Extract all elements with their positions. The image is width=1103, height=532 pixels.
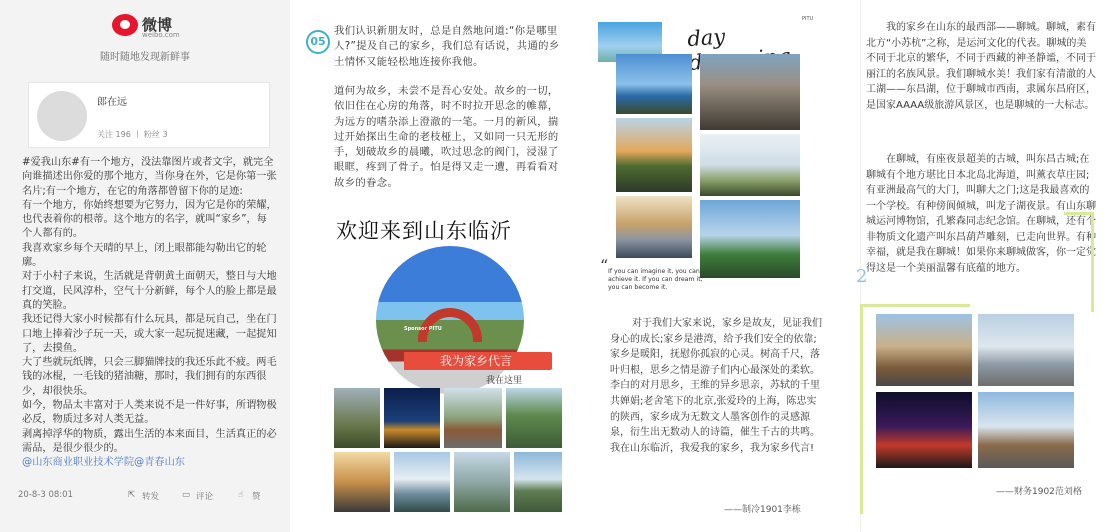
post-paragraph: 如今，物品太丰富对于人类来说不是一件好事，所谓物极必反，物质过多对人类无益。 [22,400,277,426]
photo-thumbnail [700,134,800,196]
liaocheng-panel [856,0,1103,532]
weibo-logo-text: 微博 [142,16,173,34]
daydream-panel [592,0,834,532]
photo-thumbnail [616,54,692,114]
post-paragraph: 我喜欢家乡每个天晴的早上，闭上眼都能勾勒出它的轮廓。 [22,242,267,269]
like-icon[interactable]: ☝ [238,490,244,500]
avatar[interactable] [37,91,87,141]
weibo-slogan: 随时随地发现新鲜事 [100,52,190,63]
photo-thumbnail [978,392,1074,468]
post-footer [18,490,280,506]
comment-icon[interactable]: ▭ [182,490,191,500]
intro-paragraph: 我们认识新朋友时，总是自然地问道:“你是哪里人?”提及自己的家乡，我们总有话说，共通的乡土情怀又能轻松地连接你我他。 [334,25,560,68]
photo-thumbnail [394,452,450,512]
username[interactable]: 郎在远 [97,97,127,108]
post-paragraph: 有一个地方，你始终想要为它努力，因为它是你的荣耀，也代表着你的根蒂。这个地方的名字，就叫“家乡”，每个人都有的。 [22,199,277,240]
page-number-badge: 05 [306,30,330,54]
linyi-panel [300,0,572,532]
photo-thumbnail [444,388,502,448]
post-paragraph: 剥离掉浮华的物质，露出生活的本来面目，生活真正的必需品，是很少很少的。 [22,428,277,454]
post-paragraph: 我还记得大家小时候都有什么玩具，都是玩自己，坐在门口地上捧着沙子玩一天，或大家一起玩捉迷藏，一起捉知了，去摸鱼。 [22,314,277,354]
english-quote: If you can imagine it, you can achieve it. If you can dream it, you can become it. [608,268,703,291]
photo-thumbnail [506,388,562,448]
red-arch-shape [418,308,482,342]
sponsor-label: Sponsor PITU [404,326,442,332]
author-signature: ——制冷1901李栋 [724,505,801,515]
photo-thumbnail [616,118,692,192]
profile-card[interactable] [28,82,270,148]
mention-link[interactable]: @山东商业职业技术学院@青春山东 [22,457,185,469]
post-paragraph: 对于小村子来说，生活就是背朝黄土面朝天，整日与大地打交道，民风淳朴，空气十分新鲜，每个人的脸上都是最真的笑脸。 [22,271,277,311]
photo-thumbnail [616,196,692,258]
decor-frame [1064,212,1094,312]
post-paragraph: #爱我山东#有一个地方，没法靠图片或者文字，就完全向谁描述出你爱的那个地方，当你身在外，它是你第一张名片;有一个地方，在它的角落都曾留下你的足迹: [22,157,277,197]
homeland-paragraph: 道何为故乡，未尝不是吾心安处。故乡的一切，依旧住在心房的角落，时不时拉开思念的帷幕，为远方的嗜杂添上澄澈的一笔。一月的新风，揣过开始探出生命的老枝桠上，又如同一只无形的手，划破故乡的晨曦，吹过思念的阀门，浸湿了眼眶，疼到了骨子。怕是得又走一遭，再看看对故乡的眷念。 [334,85,559,189]
photo-thumbnail [700,200,800,278]
follow-stats: 关注 196 丨 粉丝 3 [97,130,168,139]
photo-thumbnail [334,452,390,512]
photo-thumbnail [700,54,800,130]
weibo-panel [0,0,290,532]
forward-icon[interactable]: ⇱ [128,490,136,500]
post-paragraph: 大了些就玩纸牌，只会三脚猫牌技的我还乐此不疲。两毛钱的冰棍，一毛钱的猪油糖，那时，我们拥有的东西很少，却很快乐。 [22,357,277,397]
photo-thumbnail [334,388,380,448]
ribbon-banner: 我为家乡代言 [404,352,552,370]
welcome-title: 欢迎来到山东临沂 [336,219,512,243]
landmark-circle-photo [376,246,524,394]
weibo-logo-sub: weibo.com [142,31,180,39]
like-button[interactable]: 赞 [252,492,261,502]
photo-thumbnail [454,452,510,512]
pitu-mark: PITU [802,16,814,22]
forward-button[interactable]: 转发 [142,492,160,502]
comment-button[interactable]: 评论 [196,492,214,502]
weibo-logo-icon [112,14,138,36]
page-number: 2 [856,266,868,287]
ribbon-subtitle: 我在这里 [486,376,523,386]
photo-thumbnail [876,314,972,386]
author-signature: ——财务1902范刘格 [996,487,1082,497]
post-date: 20-8-3 08:01 [18,490,73,500]
photo-thumbnail [384,388,440,448]
liaocheng-sights: 在聊城，有座夜景超美的古城，叫东昌古城;在聊城有个地方堪比日本北岛北海道，叫薰衣草庄园;有亚洲最高气的大门，叫聊大之门;这是我最喜欢的一个学校。有种傍阆倾城，叫龙子湖夜景。有山东聊城运河博物馆，孔繁森同志纪念馆。在聊城，还有个非物质文化遗产叫东昌葫芦雕刻，已走向世界。有种幸福，就是我在聊城！如果你来聊城做客，你一定觉得这是一个美丽温馨有底蕴的地方。 [866,154,1096,274]
weibo-header [0,0,290,70]
liaocheng-intro: 我的家乡在山东的最西部——聊城。聊城，素有北方“小苏杭”之称，是运河文化的代表。聊城的美不同于北京的繁华，不同于西藏的神圣静谧，不同于丽江的名族风景。我们聊城水美！我们家有清澈的人工湖——东昌湖，位于聊城市西南，隶属东昌府区，是国家AAAA级旅游风景区，也是聊城的一大标志。 [866,22,1096,111]
photo-thumbnail [876,392,972,468]
quote-mark-icon: “ [600,256,609,275]
hometown-essay: 对于我们大家来说，家乡是故友，见证我们身心的成长;家乡是港湾，给予我们安全的依靠;家乡是暖阳，抚慰你孤寂的心灵。树高千尺，落叶归根，思乡之情是游子们内心最深处的柔软。李白的对月思乡，王维的异乡思亲，苏轼的千里共婵娟;老舍笔下的北京,张爱玲的上海，陈忠实的陕西，家乡成为无数文人墨客创作的灵感源泉，衍生出无数动人的诗篇，催生千古的共鸣。我在山东临沂，我爱我的家乡，我为家乡代言! [610,318,822,454]
weibo-post-text [22,156,277,471]
daydream-title: day [686,24,726,52]
photo-thumbnail [978,314,1074,386]
photo-thumbnail [514,452,562,512]
